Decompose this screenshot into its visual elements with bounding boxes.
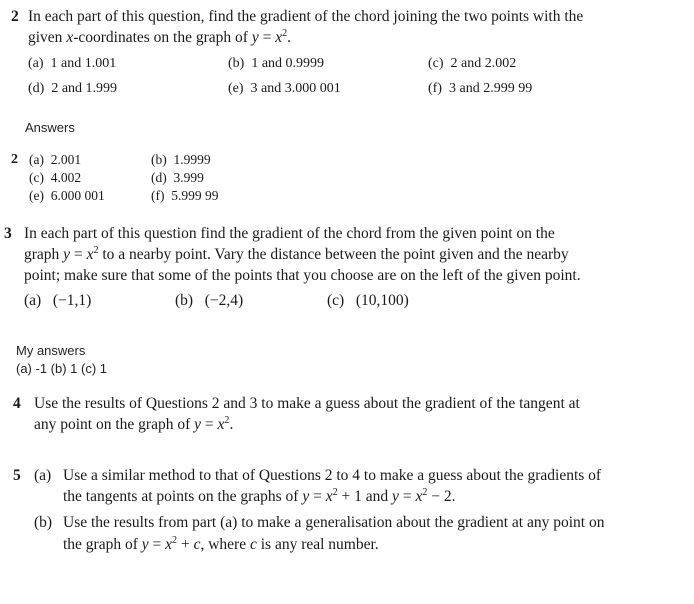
q5-b-line1: Use the results from part (a) to make a generalisation about the gradient at any point on [63,514,605,531]
q2-part-e: (e) 3 and 3.000 001 [228,81,341,96]
q4-equation: $y = x^2$. [194,414,234,433]
q2-number: 2 [11,8,19,25]
q2-part-c: (c) 2 and 2.002 [428,56,517,71]
q5-a-line2: the tangents at points on the graphs of $y = x^2 + 1$ and $y = x^2 - 2$. [63,486,456,505]
q2-part-d: (d) 2 and 1.999 [28,81,118,96]
q5-b-line2: the graph of $y = x^2 + c$, where c is any real number. [63,534,379,553]
answer-f: (f) 5.999 99 [151,188,219,203]
q3-part-b: (b) (−2,4) [175,292,244,309]
q2-line1: In each part of this question, find the gradient of the chord joining the two points with the [28,8,584,25]
q3-number: 3 [4,225,12,242]
q2-line2 [28,29,291,47]
answers-heading: Answers [25,120,75,135]
q2-equation: $y = x^2$. [251,27,292,46]
q3-line3: point; make sure that some of the points that you choose are on the left of the given point. [24,267,581,284]
q2-part-b: (b) 1 and 0.9999 [228,56,325,71]
q3-part-a: (a) (−1,1) [24,292,92,309]
q5-number: 5 [13,467,21,484]
q3-line1: In each part of this question find the gradient of the chord from the given point on the [24,225,555,242]
q5-a-label: (a) [34,467,52,484]
answer-b: (b) 1.9999 [151,152,211,167]
answer-d: (d) 3.999 [151,170,204,185]
q2-line2-mid: -coordinates on the graph of [73,29,252,46]
q5-b-label: (b) [34,514,53,531]
answer-e: (e) 6.000 001 [29,188,105,203]
q4-number: 4 [13,395,21,412]
q2-line2-pre: given [28,29,67,46]
q2-part-f: (f) 3 and 2.999 99 [428,81,533,96]
answers-number: 2 [11,152,18,167]
q4-line2: any point on the graph of $y = x^2$. [34,414,234,433]
q5-a-line1: Use a similar method to that of Questions 2 to 4 to make a guess about the gradients of [63,467,602,484]
answer-a: (a) 2.001 [29,152,82,167]
q5-equation-2: $y = x^2 - 2$. [392,486,456,505]
q5-equation-1: $y = x^2 + 1$ [302,486,362,505]
q2-line2-var: x [66,29,74,46]
q3-equation: $y = x^2$ [63,244,99,263]
q4-line1: Use the results of Questions 2 and 3 to make a guess about the gradient of the tangent at [34,395,580,412]
q3-part-c: (c) (10,100) [327,292,409,309]
q5-equation-3: $y = x^2 + c$ [141,534,201,553]
q3-line2: graph $y = x^2$ to a nearby point. Vary the distance between the point given and the nearby [24,244,569,263]
my-answers-heading: My answers [16,343,86,358]
answer-c: (c) 4.002 [29,170,82,185]
q2-part-a: (a) 1 and 1.001 [28,56,117,71]
my-answers-line: (a) -1 (b) 1 (c) 1 [16,361,108,376]
